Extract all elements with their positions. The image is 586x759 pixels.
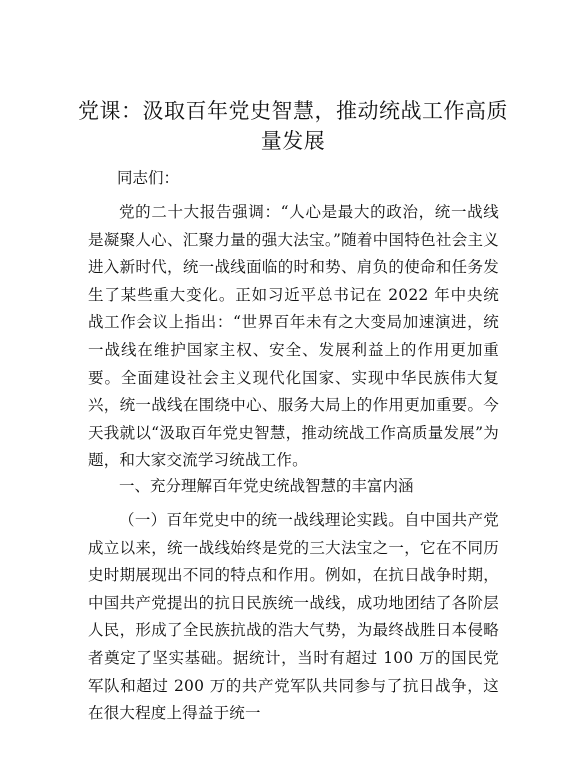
document-title: 党课：汲取百年党史智慧，推动统战工作高质量发展 <box>78 99 508 153</box>
salutation: 同志们： <box>117 169 180 187</box>
section-heading-1: 一、充分理解百年党史统战智慧的丰富内涵 <box>119 477 414 495</box>
body-paragraph-1: 党的二十大报告强调：“人心是最大的政治，统一战线是凝聚人心、汇聚力量的强大法宝。”随着中国特色社会主义进入新时代，统一战线面临的时和势、肩负的使命和任务发生了某些重大变化。正如习近平总书记在 2022 年中央统战工作会议上指出：“世界百年未有之大变局加速演进，统一战线在维护国家主权、安全、发展利益上的作用更加重要。全面建设社会主义现代化国家、实现中华民族伟大复兴，统一战线在围绕中心、服务大局上的作用更加重要。今天我就以“汲取百年党史智慧，推动统战工作高质量发展”为题，和大家交流学习统战工作。 <box>88 203 499 470</box>
body-paragraph-2: （一）百年党史中的统一战线理论实践。自中国共产党成立以来，统一战线始终是党的三大法宝之一，它在不同历史时期展现出不同的特点和作用。例如，在抗日战争时期，中国共产党提出的抗日民族统一战线，成功地团结了各阶层人民，形成了全民族抗战的浩大气势，为最终战胜日本侵略者奠定了坚实基础。据统计，当时有超过 100 万的国民党军队和超过 200 万的共产党军队共同参与了抗日战争，这在很大程度上得益于统一 <box>88 511 499 723</box>
